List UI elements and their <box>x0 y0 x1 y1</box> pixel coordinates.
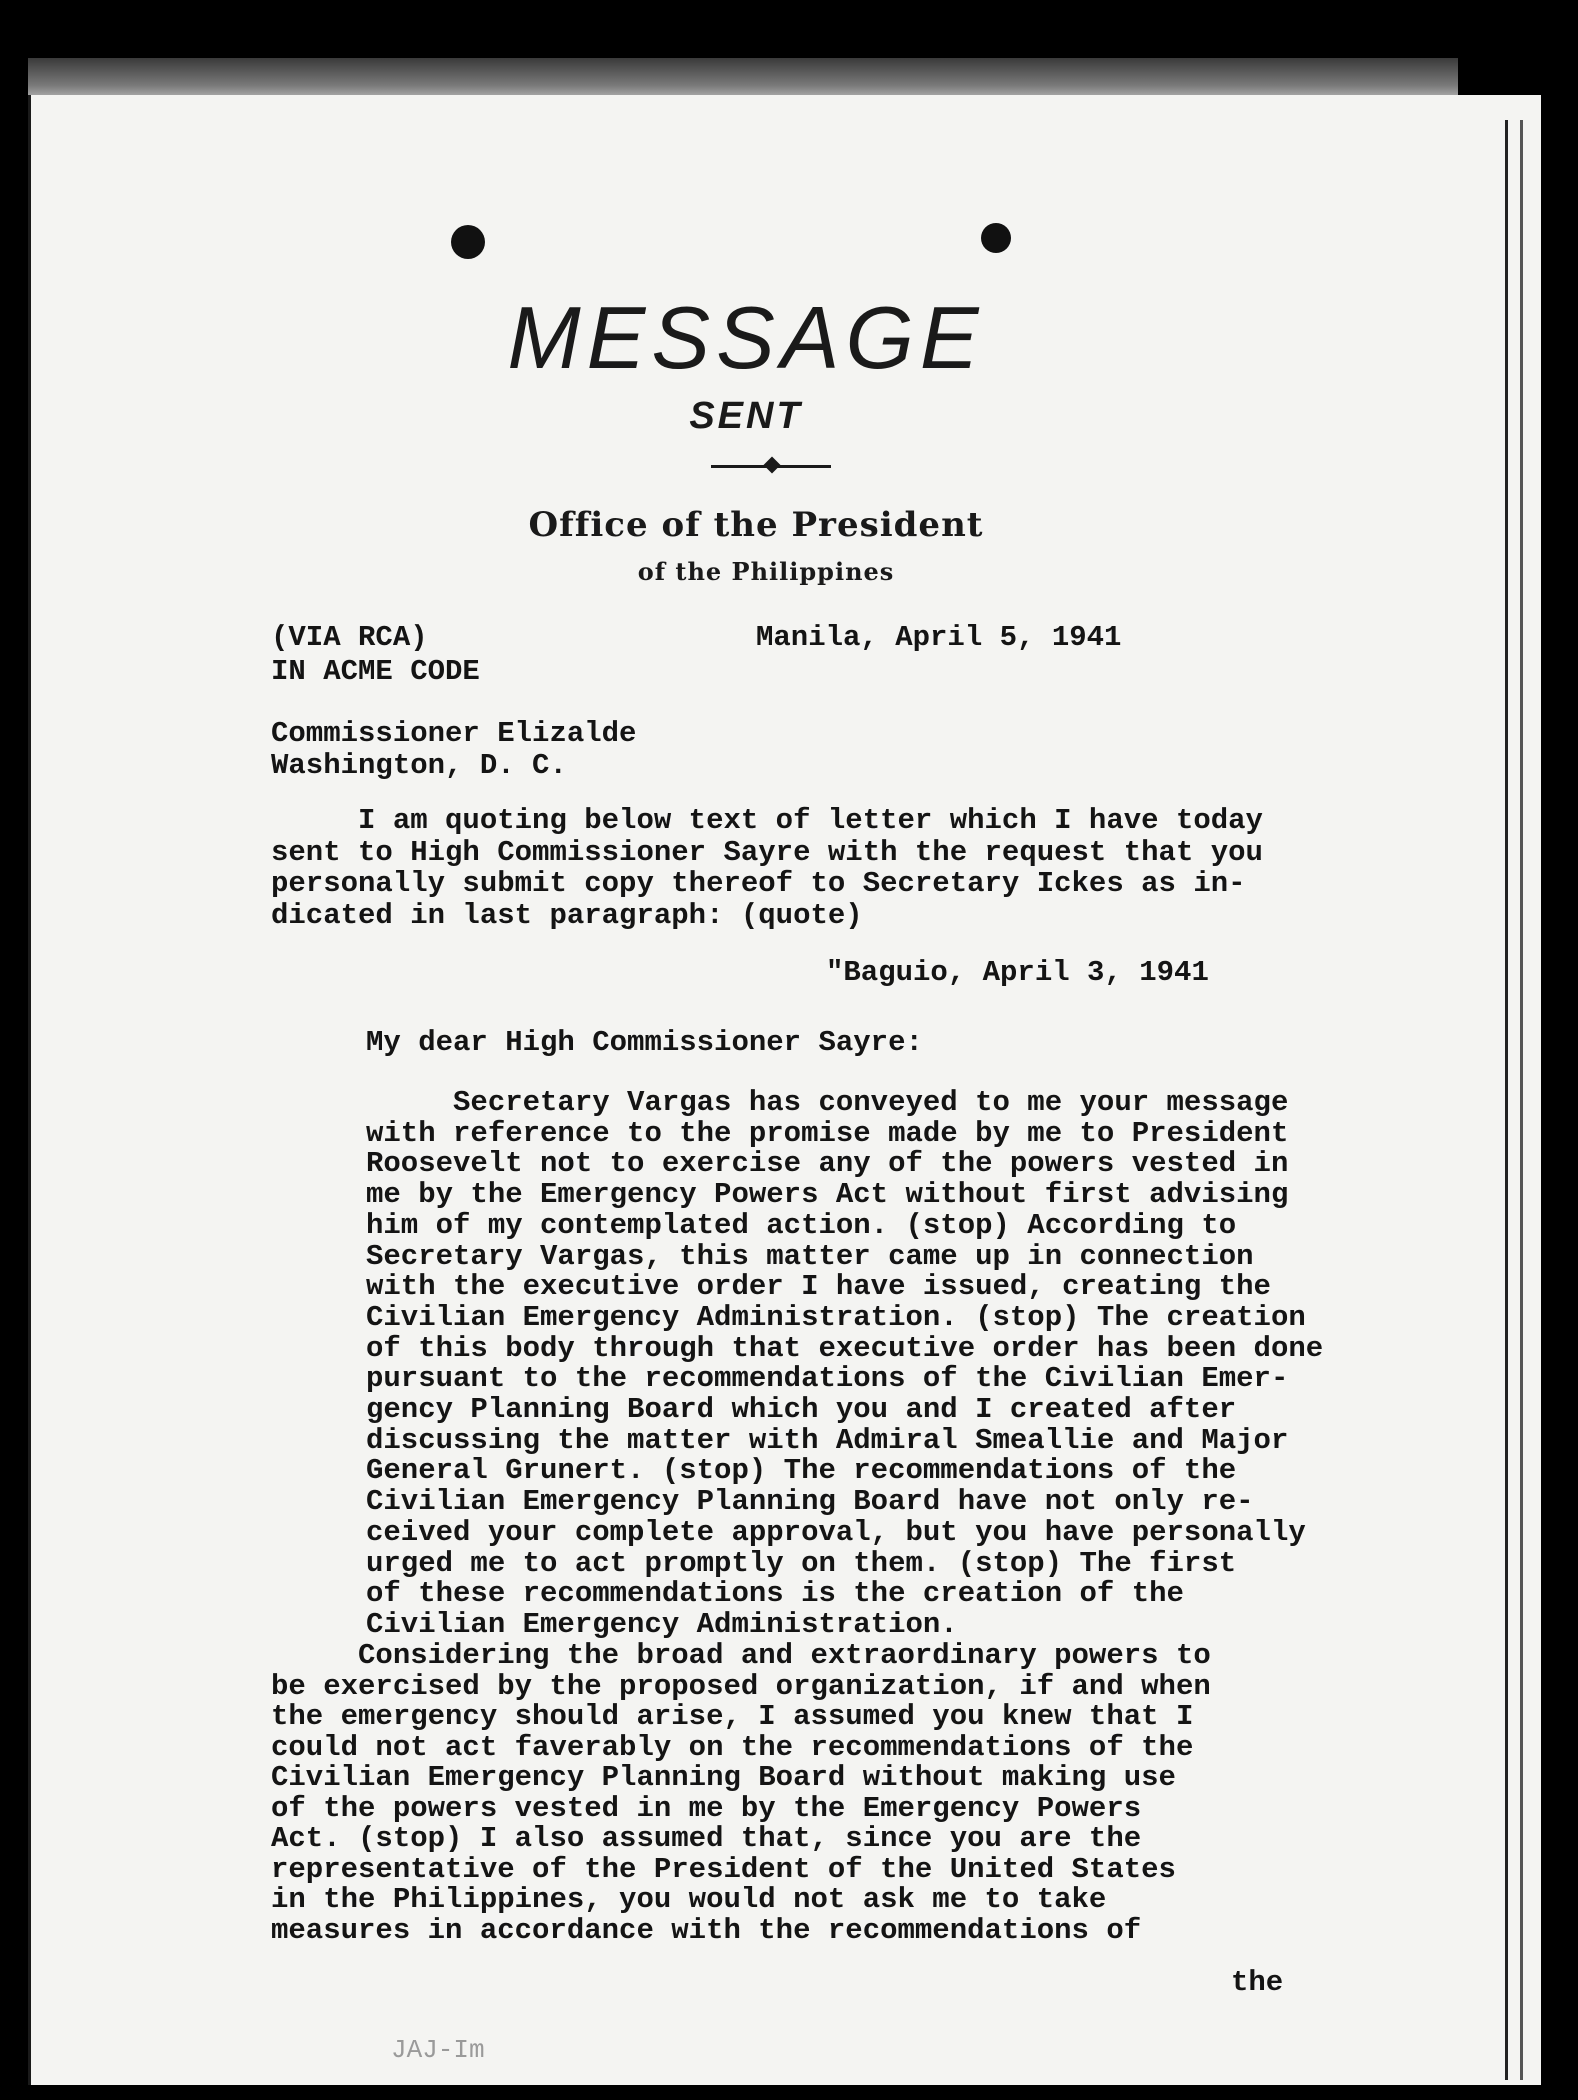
text-line: him of my contemplated action. (stop) According to <box>366 1208 1237 1242</box>
scan-page-edge-2 <box>1520 120 1523 2080</box>
message-subtitle: SENT <box>689 395 803 437</box>
text-line: pursuant to the recommendations of the Civilian Emer- <box>366 1362 1289 1396</box>
ink-blot-right <box>981 223 1011 253</box>
text-line: dicated in last paragraph: (quote) <box>271 898 863 932</box>
letter-date: "Baguio, April 3, 1941 <box>826 956 1209 989</box>
text-line: Civilian Emergency Administration. (stop) The creation <box>366 1300 1306 1334</box>
addressee-city: Washington, D. C. <box>271 749 567 782</box>
document-page <box>28 95 1541 2085</box>
text-line: Secretary Vargas has conveyed to me your message <box>366 1086 1289 1119</box>
text-line: sent to High Commissioner Sayre with the request that you <box>271 835 1263 869</box>
addressee-name: Commissioner Elizalde <box>271 717 637 750</box>
text-line: discussing the matter with Admiral Smeallie and Major <box>366 1423 1289 1457</box>
routing-via: (VIA RCA) <box>271 621 428 654</box>
text-line: the emergency should arise, I assumed you knew that I <box>271 1700 1194 1733</box>
text-line: of these recommendations is the creation of the <box>366 1577 1184 1611</box>
text-line: I am quoting below text of letter which I have today <box>271 804 1263 837</box>
text-line: Secretary Vargas, this matter came up in connection <box>366 1239 1254 1273</box>
text-line: Roosevelt not to exercise any of the powers vested in <box>366 1147 1289 1181</box>
text-line: be exercised by the proposed organization, if and when <box>271 1669 1211 1703</box>
text-line: Civilian Emergency Planning Board without making use <box>271 1761 1176 1794</box>
page-continuation: the <box>1231 1966 1284 1999</box>
text-line: Civilian Emergency Administration. <box>366 1607 958 1641</box>
routing-code: IN ACME CODE <box>271 655 480 688</box>
text-line: with reference to the promise made by me to President <box>366 1116 1289 1150</box>
text-line: ceived your complete approval, but you have personally <box>366 1515 1306 1549</box>
text-line: of the powers vested in me by the Emergency Powers <box>271 1791 1142 1825</box>
text-line: personally submit copy thereof to Secretary Ickes as in- <box>271 867 1246 900</box>
text-line: Act. (stop) I also assumed that, since you are the <box>271 1822 1142 1855</box>
routing-date: Manila, April 5, 1941 <box>756 621 1122 654</box>
text-line: representative of the President of the United States <box>271 1852 1176 1886</box>
text-line: Considering the broad and extraordinary powers to <box>271 1639 1211 1672</box>
text-line: measures in accordance with the recommendations of <box>271 1913 1142 1947</box>
text-line: of this body through that executive order has been done <box>366 1331 1324 1365</box>
text-line: urged me to act promptly on them. (stop) The first <box>366 1546 1237 1580</box>
salutation: My dear High Commissioner Sayre: <box>366 1026 923 1059</box>
text-line: in the Philippines, you would not ask me to take <box>271 1883 1107 1916</box>
text-line: General Grunert. (stop) The recommendations of the <box>366 1454 1237 1488</box>
text-line: me by the Emergency Powers Act without first advising <box>366 1178 1289 1212</box>
typist-initials: JAJ-Im <box>391 2035 485 2065</box>
text-line: Civilian Emergency Planning Board have not only re- <box>366 1485 1254 1519</box>
ornamental-diamond <box>764 457 781 474</box>
office-subheading: of the Philippines <box>637 557 895 586</box>
text-line: could not act faverably on the recommendations of the <box>271 1730 1194 1764</box>
text-line: with the executive order I have issued, creating the <box>366 1270 1271 1304</box>
ink-blot-left <box>451 225 485 259</box>
message-title: MESSAGE <box>507 288 985 387</box>
text-line: gency Planning Board which you and I created after <box>366 1393 1237 1426</box>
office-heading: Office of the President <box>528 505 984 545</box>
scan-page-edge <box>1505 120 1508 2080</box>
